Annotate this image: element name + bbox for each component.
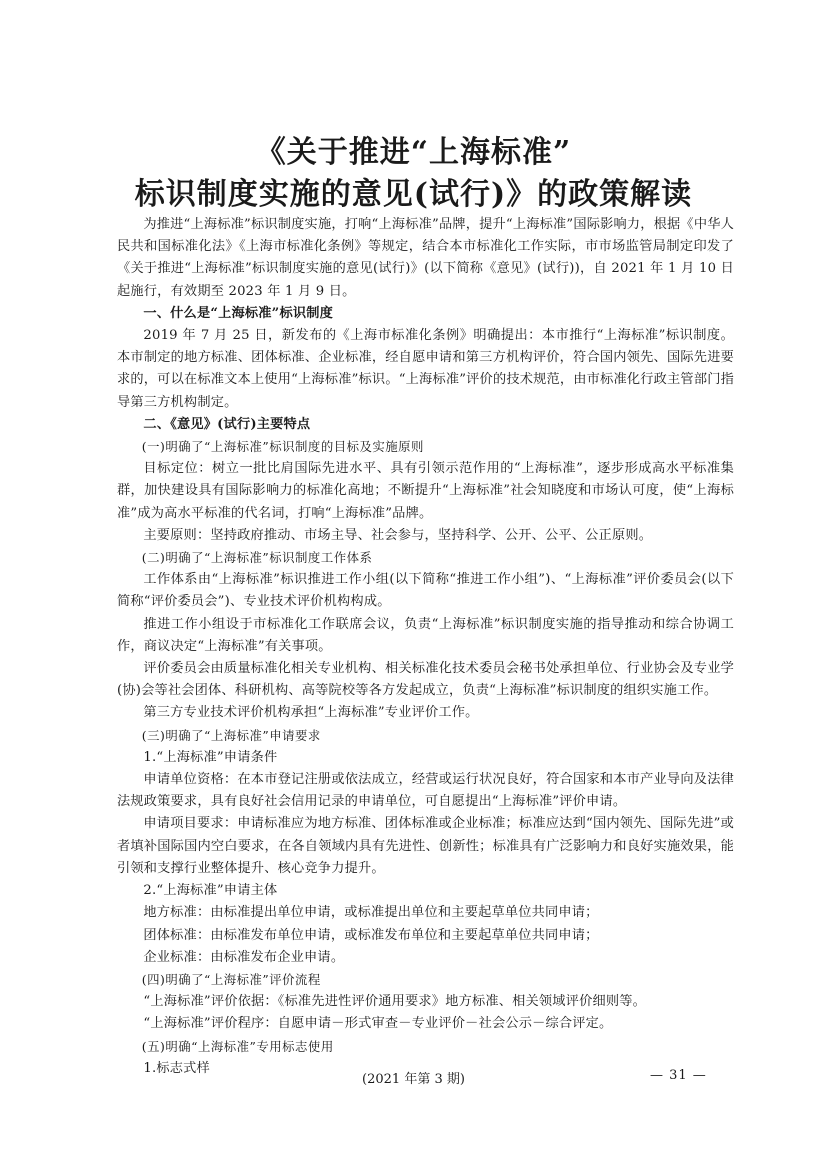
document-title [0,132,827,216]
item-heading: 1.标志式样 [143,1060,210,1076]
paragraph: 目标定位：树立一批比肩国际先进水平、具有引领示范作用的“上海标准”，逐步形成高水平标准集群，加快建设具有国际影响力的标准化高地；不断提升“上海标准”社会知晓度和市场认可度，使“上海标准”成为高水平标准的代名词，打响“上海标准”品牌。 [117,461,734,521]
paragraph: 2019 年 7 月 25 日，新发布的《上海市标准化条例》明确提出：本市推行“上海标准”标识制度。本市制定的地方标准、团体标准、企业标准，经自愿申请和第三方机构评价，符合国内领先、国际先进要求的，可以在标准文本上使用“上海标准”标识。“上海标准”评价的技术规范，由市标准化行政主管部门指导第三方机构制定。 [117,328,734,410]
item-heading: 1.“上海标准”申请条件 [143,749,278,765]
paragraph: “上海标准”评价依据：《标准先进性评价通用要求》地方标准、相关领域评价细则等。 [143,994,647,1010]
section-heading-1: 一、什么是“上海标准”标识制度 [143,305,333,321]
paragraph: 申请单位资格：在本市登记注册或依法成立，经营或运行状况良好，符合国家和本市产业导向及法律法规政策要求，具有良好社会信用记录的申请单位，可自愿提出“上海标准”评价申请。 [117,772,734,810]
title-line-2: 标识制度实施的意见(试行)》的政策解读 [134,177,693,212]
subsection-heading: (五)明确“上海标准”专用标志使用 [141,1038,334,1054]
paragraph: 主要原则：坚持政府推动、市场主导、社会参与，坚持科学、公开、公平、公正原则。 [143,527,653,543]
item-heading: 2.“上海标准”申请主体 [143,883,278,899]
paragraph: 团体标准：由标准发布单位申请，或标准发布单位和主要起草单位共同申请； [143,927,599,943]
subsection-heading: (四)明确了“上海标准”评价流程 [141,971,321,987]
paragraph: 申请项目要求：申请标准应为地方标准、团体标准或企业标准；标准应达到“国内领先、国际先进”或者填补国际国内空白要求，在各自领域内具有先进性、创新性；标准具有广泛影响力和良好实施效果，能引领和支撑行业整体提升、核心竞争力提升。 [117,816,734,876]
paragraph: 地方标准：由标准提出单位申请，或标准提出单位和主要起草单位共同申请； [143,905,599,921]
subsection-heading: (二)明确了“上海标准”标识制度工作体系 [141,550,373,566]
subsection-heading: (三)明确了“上海标准”申请要求 [141,727,321,743]
section-heading-2: 二、《意见》(试行)主要特点 [143,416,311,432]
paragraph: “上海标准”评价程序：自愿申请－形式审查－专业评价－社会公示－综合评定。 [143,1016,613,1032]
page-number: — 31 — [650,1068,707,1083]
title-line-1: 《关于推进“上海标准” [255,135,572,170]
intro-paragraph: 为推进“上海标准”标识制度实施，打响“上海标准”品牌，提升“上海标准”国际影响力，根据《中华人民共和国标准化法》《上海市标准化条例》等规定，结合本市标准化工作实际，市市场监管局制定印发了《关于推进“上海标准”标识制度实施的意见(试行)》(以下简称《意见》(试行))，自 2021 年 1 月 10 日起施行，有效期至 2023 年 1 月 9 日。 [117,217,734,299]
paragraph: 工作体系由“上海标准”标识推进工作小组(以下简称“推进工作小组”)、“上海标准”评价委员会(以下简称“评价委员会”)、专业技术评价机构构成。 [117,572,734,610]
issue-label: (2021 年第 3 期) [362,1072,465,1087]
paragraph: 第三方专业技术评价机构承担“上海标准”专业评价工作。 [143,705,479,721]
subsection-heading: (一)明确了“上海标准”标识制度的目标及实施原则 [141,439,424,455]
paragraph: 企业标准：由标准发布企业申请。 [143,949,345,965]
paragraph: 评价委员会由质量标准化相关专业机构、相关标准化技术委员会秘书处承担单位、行业协会及专业学(协)会等社会团体、科研机构、高等院校等各方发起成立，负责“上海标准”标识制度的组织实施工作。 [117,661,734,699]
paragraph: 推进工作小组设于市标准化工作联席会议，负责“上海标准”标识制度实施的指导推动和综合协调工作，商议决定“上海标准”有关事项。 [117,616,734,654]
document-body [117,214,734,1080]
